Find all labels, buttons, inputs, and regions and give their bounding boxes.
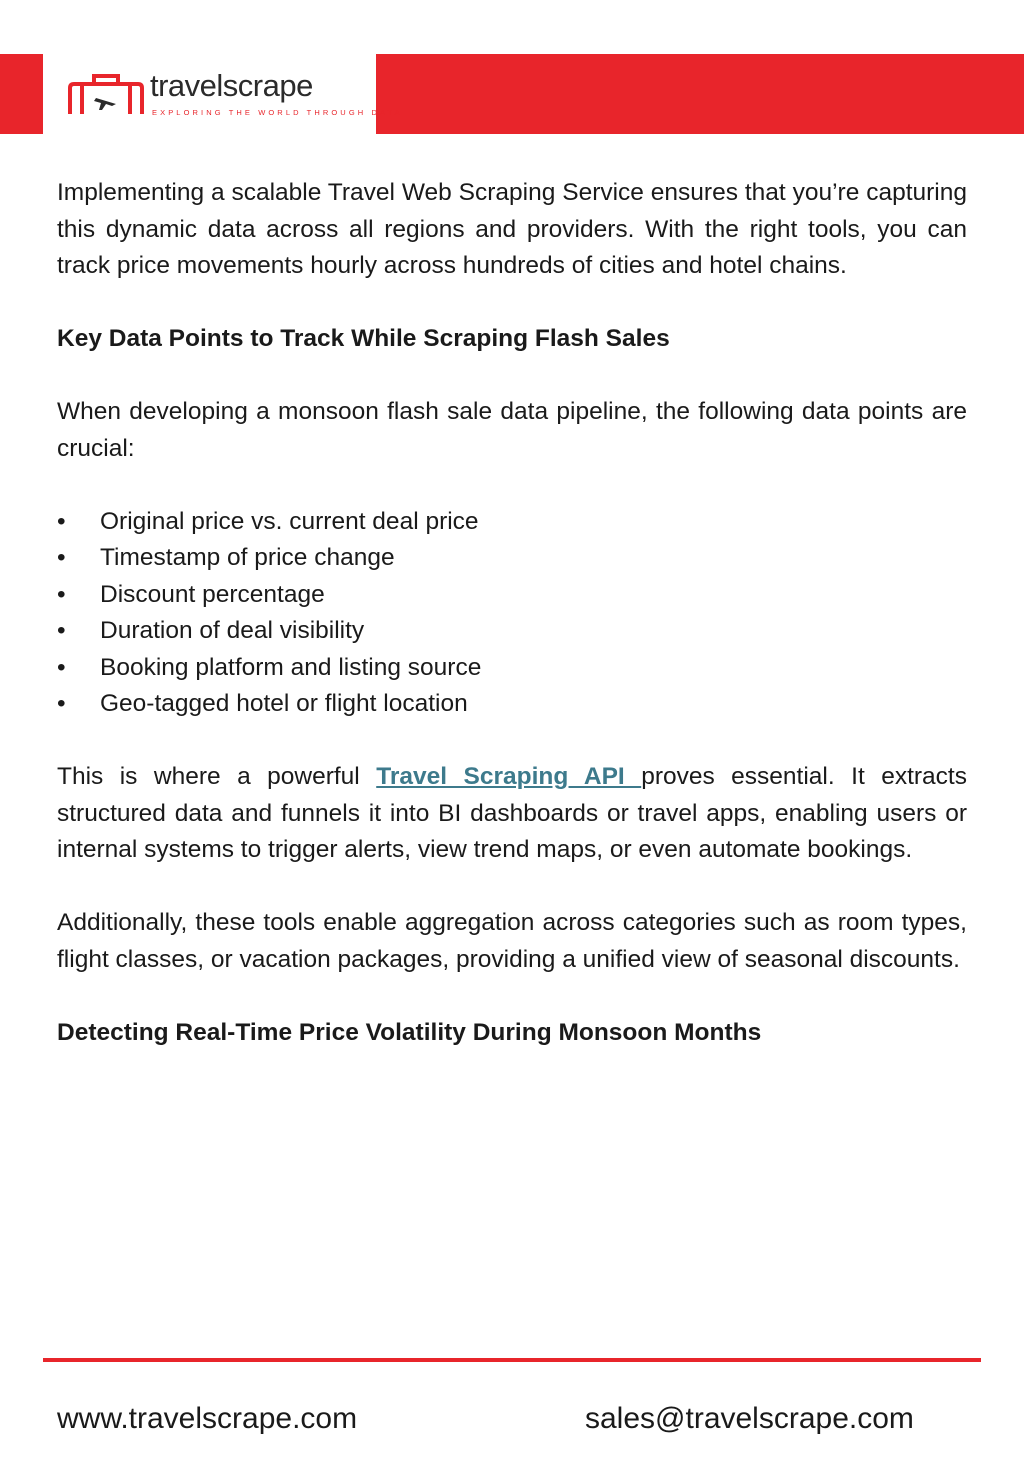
aggregation-paragraph: Additionally, these tools enable aggregation across categories such as room types, flight classes, or vacation packages, providing a unified view of seasonal discounts. — [57, 909, 967, 973]
list-item: • Timestamp of price change — [57, 540, 967, 577]
bullet: • — [57, 580, 66, 608]
list-item: • Discount percentage — [57, 577, 967, 614]
header-accent-bar-left — [0, 54, 43, 134]
section-heading-price-volatility: Detecting Real-Time Price Volatility During Monsoon Months — [57, 1018, 762, 1046]
bullet: • — [57, 690, 66, 717]
bullet: • — [57, 653, 66, 681]
list-item: • Geo-tagged hotel or flight location — [57, 686, 967, 723]
header-accent-bar-right — [376, 54, 1024, 134]
travel-scraping-api-link[interactable]: Travel Scraping API — [376, 763, 642, 790]
bullet: • — [57, 544, 66, 571]
footer-website: www.travelscrape.com — [57, 1402, 358, 1435]
pipeline-paragraph: When developing a monsoon flash sale data pipeline, the following data points are crucial: — [57, 398, 967, 462]
list-item: • Duration of deal visibility — [57, 613, 967, 650]
footer-divider — [43, 1358, 981, 1362]
brand-name: travelscrape — [150, 68, 313, 103]
data-points-list — [57, 504, 967, 723]
bullet: • — [57, 507, 66, 535]
travelscrape-logo — [66, 68, 403, 122]
list-item: • Booking platform and listing source — [57, 650, 967, 687]
main-content — [57, 175, 967, 1051]
brand-tagline: EXPLORING THE WORLD THROUGH DATA — [152, 108, 403, 117]
bullet: • — [57, 617, 66, 644]
api-paragraph: This is where a powerful Travel Scraping API proves essential. It extracts structured data and funnels it into BI dashboards or travel apps, enabling users or internal systems to trigger alerts, view trend maps, or even automate bookings. — [57, 763, 967, 863]
section-heading-key-data-points: Key Data Points to Track While Scraping Flash Sales — [57, 325, 670, 352]
list-item: • Original price vs. current deal price — [57, 504, 967, 541]
footer-email: sales@travelscrape.com — [585, 1402, 914, 1435]
suitcase-plane-icon — [66, 70, 146, 122]
intro-paragraph: Implementing a scalable Travel Web Scraping Service ensures that you’re capturing this dynamic data across all regions and providers. With the right tools, you can track price movements hourly across hundreds of cities and hotel chains. — [57, 179, 967, 279]
